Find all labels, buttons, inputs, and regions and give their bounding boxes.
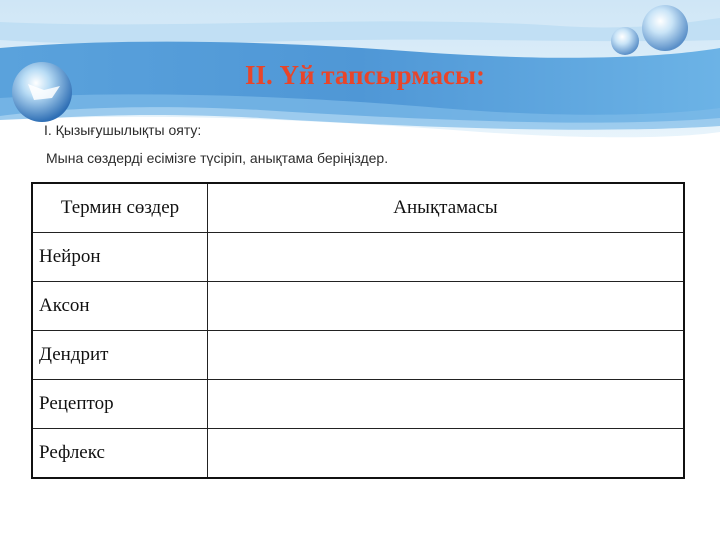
column-header-terms: Термин сөздер xyxy=(32,183,208,233)
instruction-heading: I. Қызығушылықты ояту: xyxy=(44,122,202,138)
terms-table xyxy=(31,182,685,479)
slide-title: II. Үй тапсырмасы: xyxy=(244,60,486,90)
definition-cell xyxy=(208,429,685,479)
table-row xyxy=(32,331,684,380)
table-row xyxy=(32,380,684,429)
definition-cell xyxy=(208,380,685,429)
term-cell: Рефлекс xyxy=(32,429,208,479)
definition-cell xyxy=(208,282,685,331)
table-row xyxy=(32,233,684,282)
column-header-definition: Анықтамасы xyxy=(208,183,685,233)
definition-cell xyxy=(208,331,685,380)
table-row xyxy=(32,282,684,331)
term-cell: Нейрон xyxy=(32,233,208,282)
table-header-row xyxy=(32,183,684,233)
table-row xyxy=(32,429,684,479)
term-cell: Дендрит xyxy=(32,331,208,380)
term-cell: Рецептор xyxy=(32,380,208,429)
definition-cell xyxy=(208,233,685,282)
term-cell: Аксон xyxy=(32,282,208,331)
instruction-text: Мына сөздерді есімізге түсіріп, анықтама беріңіздер. xyxy=(46,150,389,166)
